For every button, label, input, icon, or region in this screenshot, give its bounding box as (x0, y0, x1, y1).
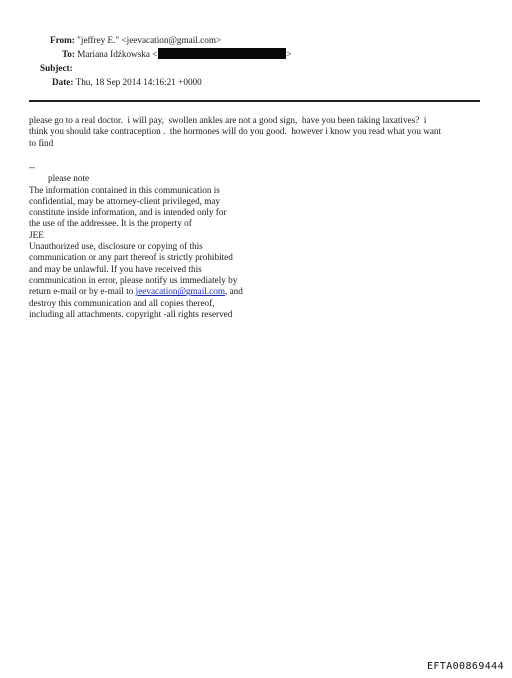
date-row (52, 77, 202, 88)
date-value: Thu, 18 Sep 2014 14:16:21 +0000 (75, 77, 202, 87)
header-divider (29, 100, 480, 102)
disclaimer-line: including all attachments. copyright -all rights reserved (29, 308, 233, 319)
subject-row (40, 63, 73, 74)
signature-note: please note (48, 173, 90, 184)
disclaimer-text: , and (224, 286, 243, 297)
from-row (50, 35, 221, 46)
to-value-end: > (286, 49, 292, 59)
disclaimer-line: and may be unlawful. If you have received this (29, 263, 202, 274)
redaction-bar (158, 48, 286, 59)
disclaimer-line: confidential, may be attorney-client privileged, may (29, 195, 221, 206)
to-value: Mariana Idźkowska < (77, 49, 158, 59)
from-value: "jeffrey E." <jeevacation@gmail.com> (77, 35, 222, 45)
disclaimer-line: Unauthorized use, disclosure or copying of this (29, 241, 203, 252)
disclaimer-line: JEE (29, 229, 44, 240)
disclaimer-line: the use of the addressee. It is the property of (29, 218, 192, 229)
bates-number: EFTA00869444 (426, 661, 504, 672)
disclaimer-line: The information contained in this communication is (29, 184, 220, 195)
body-line: please go to a real doctor. i will pay, swollen ankles are not a good sign, have you been taking laxatives? i (29, 115, 427, 125)
from-label: From: (50, 35, 75, 45)
to-row (62, 48, 292, 60)
to-label: To: (62, 49, 75, 59)
disclaimer-line: constitute inside information, and is intended only for (29, 207, 227, 218)
body-line: think you should take contraception . the hormones will do you good. however i know you read what you want (29, 126, 442, 137)
signature-separator: -- (29, 162, 36, 172)
date-label: Date: (52, 77, 74, 87)
disclaimer-line-with-link (29, 286, 329, 297)
disclaimer-line: destroy this communication and all copies thereof, (29, 297, 215, 308)
disclaimer-line: communication or any part thereof is strictly prohibited (29, 252, 233, 263)
disclaimer-line: communication in error, please notify us immediately by (29, 274, 238, 285)
email-link[interactable]: jeevacation@gmail.com (135, 286, 225, 297)
signature-block (29, 162, 329, 320)
email-body (29, 115, 487, 149)
disclaimer-text: return e-mail or by e-mail to (29, 286, 136, 297)
subject-label: Subject: (40, 63, 73, 73)
body-line: to find (29, 137, 54, 148)
